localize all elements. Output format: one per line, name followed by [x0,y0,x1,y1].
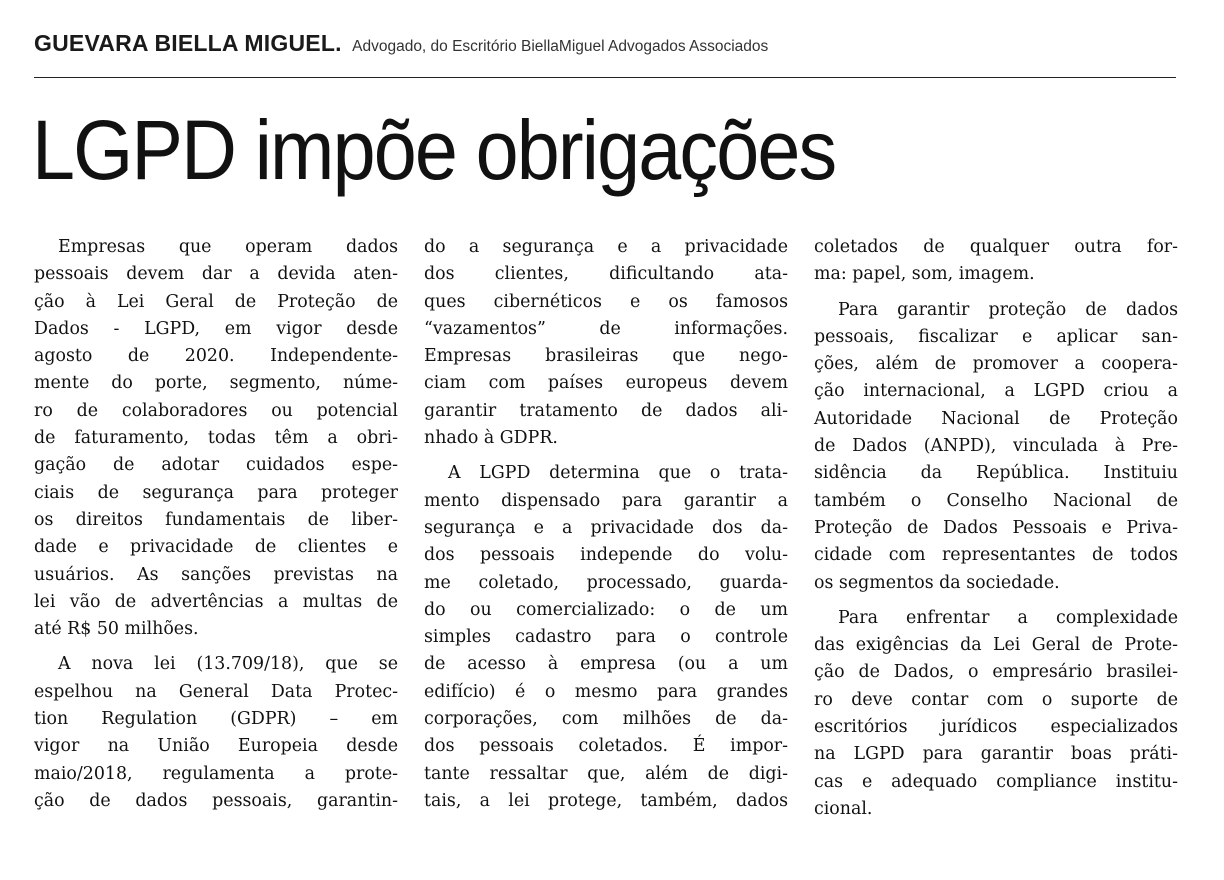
text-line: dos clientes, dificultando ata- [424,264,788,285]
text-line: gação de adotar cuidados espe- [34,455,398,476]
article-column-3 [814,234,1178,823]
text-line: A LGPD determina que o trata- [448,463,788,484]
text-line: coletados de qualquer outra for- [814,237,1178,257]
text-line: tais, a lei protege, também, dados [424,790,788,811]
text-line: até R$ 50 milhões. [34,619,199,640]
text-line: ciais de segurança para proteger [34,482,398,503]
text-line: dos pessoais independe do volu- [424,545,788,566]
text-line: na LGPD para garantir boas práti- [814,744,1178,765]
text-line: os direitos fundamentais de liber- [34,509,398,530]
text-line: ções, além de promover a coopera- [814,354,1178,375]
text-line: cas e adequado compliance institu- [814,771,1178,792]
text-line: sidência da República. Instituiu [814,463,1178,484]
text-line: ção à Lei Geral de Proteção de [34,291,398,312]
text-line: Proteção de Dados Pessoais e Priva- [814,517,1178,538]
text-line: espelhou na General Data Protec- [34,681,398,702]
text-line: dos pessoais coletados. É impor- [424,736,788,757]
text-line: ques cibernéticos e os famosos [424,291,788,312]
text-line: ro de colaboradores ou potencial [34,400,398,421]
text-line: ma: papel, som, imagem. [814,264,1035,285]
text-line: os segmentos da sociedade. [814,572,1060,593]
text-line: agosto de 2020. Independente- [34,346,398,367]
text-line: de faturamento, todas têm a obri- [34,428,398,449]
text-line: ro deve contar com o suporte de [814,689,1178,710]
text-line: do a segurança e a privacidade [424,237,788,257]
text-line: das exigências da Lei Geral de Prote- [814,635,1178,656]
text-line: Empresas que operam dados [58,237,398,257]
divider-rule [34,77,1176,78]
text-line: mento dispensado para garantir a [424,490,788,511]
text-line: edifício) é o mesmo para grandes [424,681,788,702]
headline: LGPD impõe obrigações [32,103,836,197]
text-line: tante ressaltar que, além de digi- [424,763,788,784]
author-name: GUEVARA BIELLA MIGUEL. [34,30,342,56]
text-line: Empresas brasileiras que nego- [424,346,788,367]
text-line: de Dados (ANPD), vinculada à Pre- [814,436,1178,457]
text-line: ção de Dados, o empresário brasilei- [814,662,1178,683]
text-line: tion Regulation (GDPR) – em [34,709,398,730]
text-line: pessoais devem dar a devida aten- [34,264,398,285]
text-line: lei vão de advertências a multas de [34,591,398,612]
text-line: garantir tratamento de dados ali- [424,400,788,421]
text-line: simples cadastro para o controle [424,627,788,648]
text-line: me coletado, processado, guarda- [424,572,788,593]
author-role: Advogado, do Escritório BiellaMiguel Advogados Associados [352,38,769,55]
text-line: também o Conselho Nacional de [814,490,1178,511]
text-line: cidade com representantes de todos [814,545,1178,566]
text-line: maio/2018, regulamenta a prote- [34,763,398,784]
text-line: cional. [814,798,873,819]
text-line: dade e privacidade de clientes e [34,537,398,558]
text-line: nhado à GDPR. [424,428,558,449]
text-line: do ou comercializado: o de um [424,599,788,620]
text-line: de acesso à empresa (ou a um [424,654,788,675]
article-column-2 [424,234,788,815]
article-column-1 [34,234,398,815]
text-line: corporações, com milhões de da- [424,709,788,730]
text-line: ção de dados pessoais, garantin- [34,790,398,811]
text-line: A nova lei (13.709/18), que se [58,654,398,675]
text-line: “vazamentos” de informações. [424,318,788,339]
text-line: ção internacional, a LGPD criou a [814,381,1178,402]
text-line: segurança e a privacidade dos da- [424,517,788,538]
text-line: Dados - LGPD, em vigor desde [34,318,398,339]
text-line: Para garantir proteção de dados [838,299,1178,320]
text-line: Para enfrentar a complexidade [838,607,1178,628]
byline [34,30,1176,57]
text-line: pessoais, fiscalizar e aplicar san- [814,326,1178,347]
text-line: Autoridade Nacional de Proteção [814,408,1178,429]
text-line: usuários. As sanções previstas na [34,564,398,585]
text-line: escritórios jurídicos especializados [814,717,1178,738]
text-line: mente do porte, segmento, núme- [34,373,398,394]
text-line: vigor na União Europeia desde [34,736,398,757]
text-line: ciam com países europeus devem [424,373,788,394]
